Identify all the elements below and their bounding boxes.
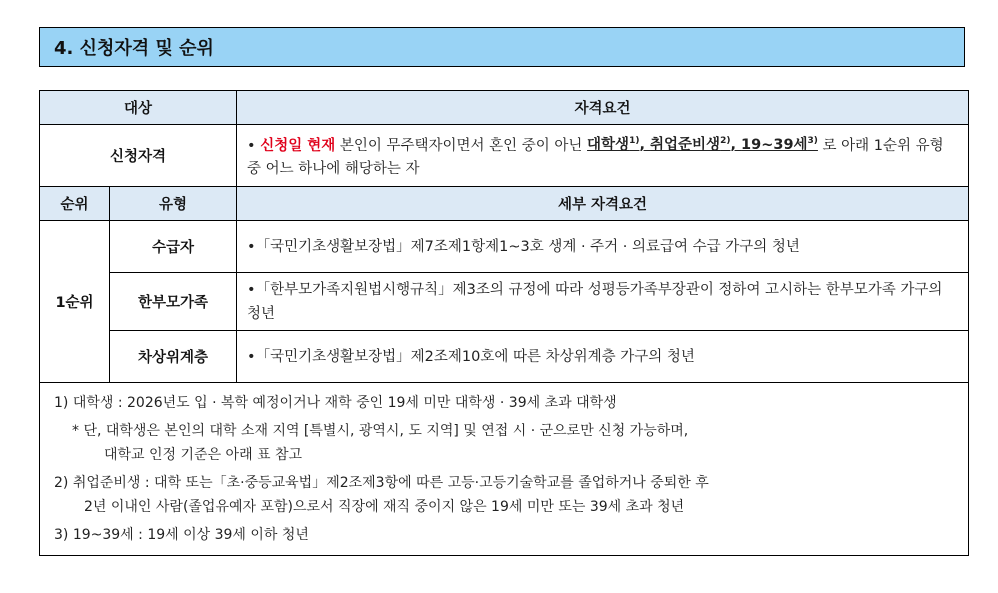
table-row	[40, 331, 969, 383]
bullet: •	[247, 137, 256, 154]
table-row	[40, 273, 969, 331]
eligibility-row	[40, 125, 969, 187]
university-student-label: 대학생$^{1)}$, 취업준비생$^{2)}$, 19~39세$^{3)}$	[587, 136, 818, 154]
type-label: 차상위계층	[110, 331, 237, 383]
type-label: 한부모가족	[110, 273, 237, 331]
header-detail: 세부 자격요건	[237, 187, 969, 221]
table-header-row	[40, 91, 969, 125]
footnote-2-line2: 2년 이내인 사람(졸업유예자 포함)으로서 직장에 재직 중이지 않은 19세 미만 또는 39세 초과 청년	[84, 499, 685, 515]
application-date-text: 신청일 현재	[260, 137, 336, 154]
eligibility-description	[237, 125, 969, 187]
eligibility-table	[39, 90, 969, 556]
type-detail: •「국민기초생활보장법」제2조제10호에 따른 차상위계층 가구의 청년	[237, 331, 969, 383]
footnote-2-line1: 2) 취업준비생 : 대학 또는「초·중등교육법」제2조제3항에 따른 고등·고등기술학교를 졸업하거나 중퇴한 후	[54, 475, 709, 491]
eligibility-label: 신청자격	[40, 125, 237, 187]
table-row	[40, 221, 969, 273]
header-rank: 순위	[40, 187, 110, 221]
footnotes	[40, 383, 969, 556]
header-target: 대상	[40, 91, 237, 125]
type-detail: •「한부모가족지원법시행규칙」제3조의 규정에 따라 성평등가족부장관이 정하여 고시하는 한부모가족 가구의 청년	[237, 273, 969, 331]
footnote-1a-line2: 대학교 인정 기준은 아래 표 참고	[104, 447, 303, 463]
type-label: 수급자	[110, 221, 237, 273]
type-detail: •「국민기초생활보장법」제7조제1항제1~3호 생계 · 주거 · 의료급여 수급 가구의 청년	[237, 221, 969, 273]
footnote-1: 1) 대학생 : 2026년도 입 · 복학 예정이거나 재학 중인 19세 미만 대학생 · 39세 초과 대학생	[54, 395, 617, 411]
footnote-3: 3) 19~39세 : 19세 이상 39세 이하 청년	[54, 527, 309, 543]
notes-row	[40, 383, 969, 556]
rank-label: 1순위	[40, 221, 110, 383]
footnote-1a-line1: * 단, 대학생은 본인의 대학 소재 지역 [특별시, 광역시, 도 지역] 및 연접 시 · 군으로만 신청 가능하며,	[72, 423, 689, 439]
section-title: 4. 신청자격 및 순위	[39, 27, 965, 67]
header-requirements: 자격요건	[237, 91, 969, 125]
eligibility-text-2: 로 아래 1순위 유형 중 어느 하나에 해당하는 자	[247, 137, 944, 178]
table-subheader-row	[40, 187, 969, 221]
eligibility-text-1: 본인이 무주택자이면서 혼인 중이 아닌	[335, 137, 588, 154]
header-type: 유형	[110, 187, 237, 221]
